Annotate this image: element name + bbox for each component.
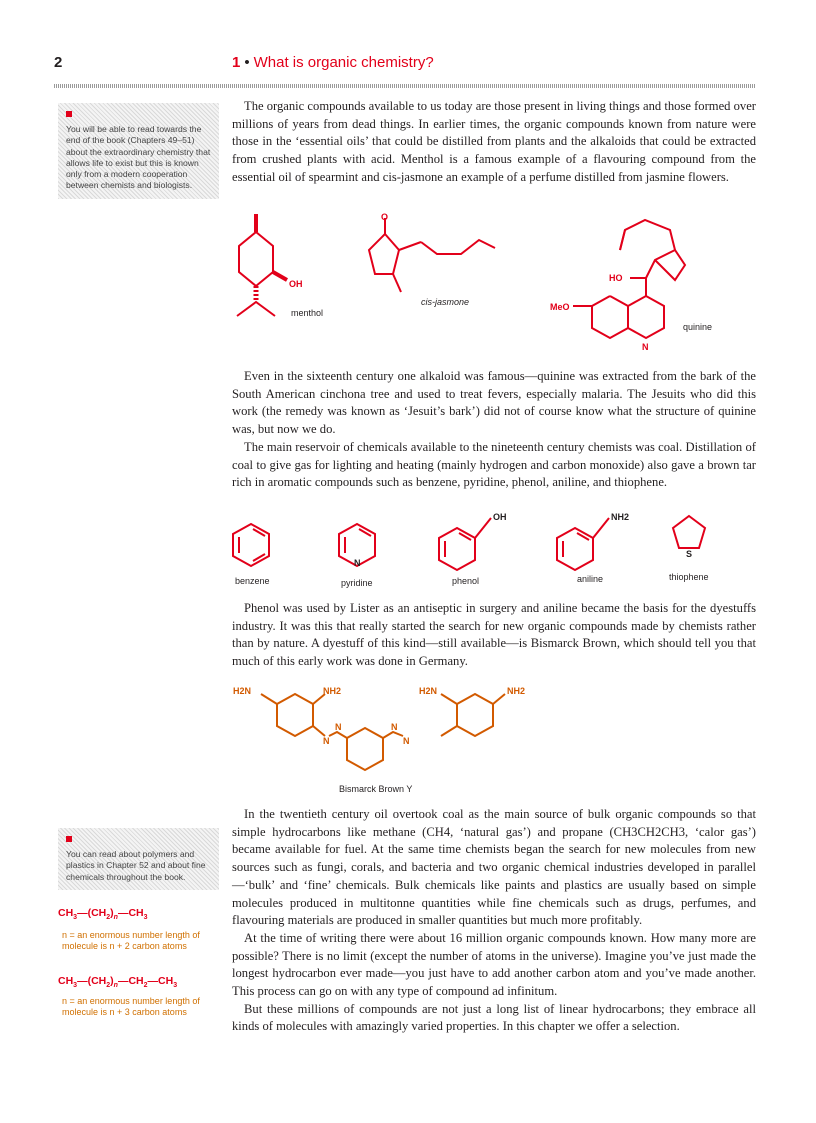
thiophene-label: thiophene: [669, 572, 709, 582]
aniline-label: aniline: [577, 574, 604, 584]
side-formula-note-1: n = an enormous number length of molecule is n + 2 carbon atoms: [62, 930, 200, 952]
margin-note-2: [58, 828, 219, 890]
azo-n-label: N: [323, 736, 330, 746]
paragraph-1: The organic compounds available to us today are those present in living things and those formed over millions of years from dead things. In earlier times, the organic compounds known from nature were those in the ‘essential oils’ that could be distilled from plants and the alkaloids that could be extracted from crushed plants with acid. Menthol is a famous example of a flavouring compound from the essential oil of spearmint and cis-jasmone an example of a perfume distilled from jasmine flowers.: [232, 99, 756, 184]
oh-label: OH: [289, 279, 303, 289]
chapter-number: 1: [232, 54, 241, 71]
h2n-label-1: H2N: [233, 686, 252, 696]
margin-note-1: [58, 103, 219, 199]
natural-products-figure: [225, 210, 745, 360]
note-marker-icon: [66, 836, 72, 842]
pyridine-label: pyridine: [341, 578, 373, 588]
thiophene-s-label: S: [686, 549, 693, 559]
azo-n-label: N: [335, 722, 342, 732]
coal-products-figure: [225, 508, 745, 592]
quinine-label: quinine: [683, 322, 713, 332]
azo-n-label: N: [403, 736, 410, 746]
azo-n-label: N: [391, 722, 398, 732]
pyridine-n-label: N: [354, 558, 361, 568]
page-number: 2: [54, 54, 63, 71]
side-formula-1: $CH_3—(CH_2)_n—CH_3$: [58, 907, 148, 922]
chapter-title: What is organic chemistry?: [253, 54, 434, 71]
header-separator: •: [244, 54, 250, 71]
menthol-ring: [239, 232, 273, 286]
bismarck-brown-figure: [225, 680, 745, 800]
bismarck-caption: Bismarck Brown Y: [339, 784, 413, 794]
running-header: [232, 54, 434, 71]
side-formula-2: $CH_3—(CH_2)_n—CH_2—CH_3$: [58, 975, 178, 990]
menthol-label: menthol: [291, 308, 324, 318]
margin-note-text: You will be able to read towards the end of the book (Chapters 49–51) about the extraordinary chemistry that allows life to exist but this is known only from a modern cooperation between chemists and biologists.: [66, 124, 211, 191]
aniline-nh2-label: NH2: [611, 512, 630, 522]
jasmone-label: cis-jasmone: [421, 297, 470, 307]
paragraph-4: Phenol was used by Lister as an antiseptic in surgery and aniline became the basis for the dyestuffs industry. It was this that really started the search for new organic compounds made by chemists rather than by nature. A dyestuff of this kind—still available—is Bismarck Brown, which should tell you that much of this early work was done in Germany.: [232, 601, 756, 669]
margin-note-text: You can read about polymers and plastics in Chapter 52 and about fine chemicals throughout the book.: [66, 849, 206, 882]
phenol-label: phenol: [452, 576, 480, 586]
header-rule: [54, 84, 756, 88]
n-label: N: [642, 342, 649, 352]
paragraph-2: Even in the sixteenth century one alkaloid was famous—quinine was extracted from the bark of the South American cinchona tree and used to treat fevers, especially malaria. The Jesuits who did this work (the remedy was known as ‘Jesuit’s bark’) did not of course know what the structure of quinine was, but now we do. The main reservoir of chemicals available to the nineteenth century chemists was coal. Distillation of coal to give gas for lighting and heating (mainly hydrogen and carbon monoxide) also gave a brown tar rich in aromatic compounds such as benzene, pyridine, phenol, aniline, and thiophene.: [232, 369, 756, 490]
benzene-label: benzene: [235, 576, 270, 586]
side-formula-note-2: n = an enormous number length of molecule is n + 3 carbon atoms: [62, 996, 200, 1018]
h2n-label-2: H2N: [419, 686, 438, 696]
ho-label: HO: [609, 273, 623, 283]
nh2-label-1: NH2: [323, 686, 342, 696]
paragraph-5: In the twentieth century oil overtook coal as the main source of bulk organic compounds so that simple hydrocarbons like methane (CH4, ‘natural gas’) and propane (CH3CH2CH3, ‘calor gas’) became available for fuel. At the same time chemists began the search for new molecules from new sources such as fungi, corals, and bacteria and two organic chemical industries developed in parallel—‘bulk’ and ‘fine’ chemicals. Bulk chemicals like paints and plastics are usually based on simple molecules produced in multitonne quantities while fine chemicals such as drugs, perfumes, and flavouring materials are produced in smaller quantities but much more profitably. At the time of writing there were about 16 million organic compounds known. How many more are possible? There is no limit (except the number of atoms in the universe). Imagine you’ve just made the longest hydrocarbon ever made—you just have to add another carbon atom and you’ve made another. This process can go on with any type of compound ad infinitum. But these millions of compounds are not just a long list of linear hydrocarbons; they embrace all kinds of molecules with amazingly varied properties. In this chapter we offer a selection.: [232, 807, 756, 1034]
o-label: O: [381, 212, 389, 222]
meo-label: MeO: [550, 302, 570, 312]
phenol-oh-label: OH: [493, 512, 507, 522]
note-marker-icon: [66, 111, 72, 117]
nh2-label-2: NH2: [507, 686, 526, 696]
